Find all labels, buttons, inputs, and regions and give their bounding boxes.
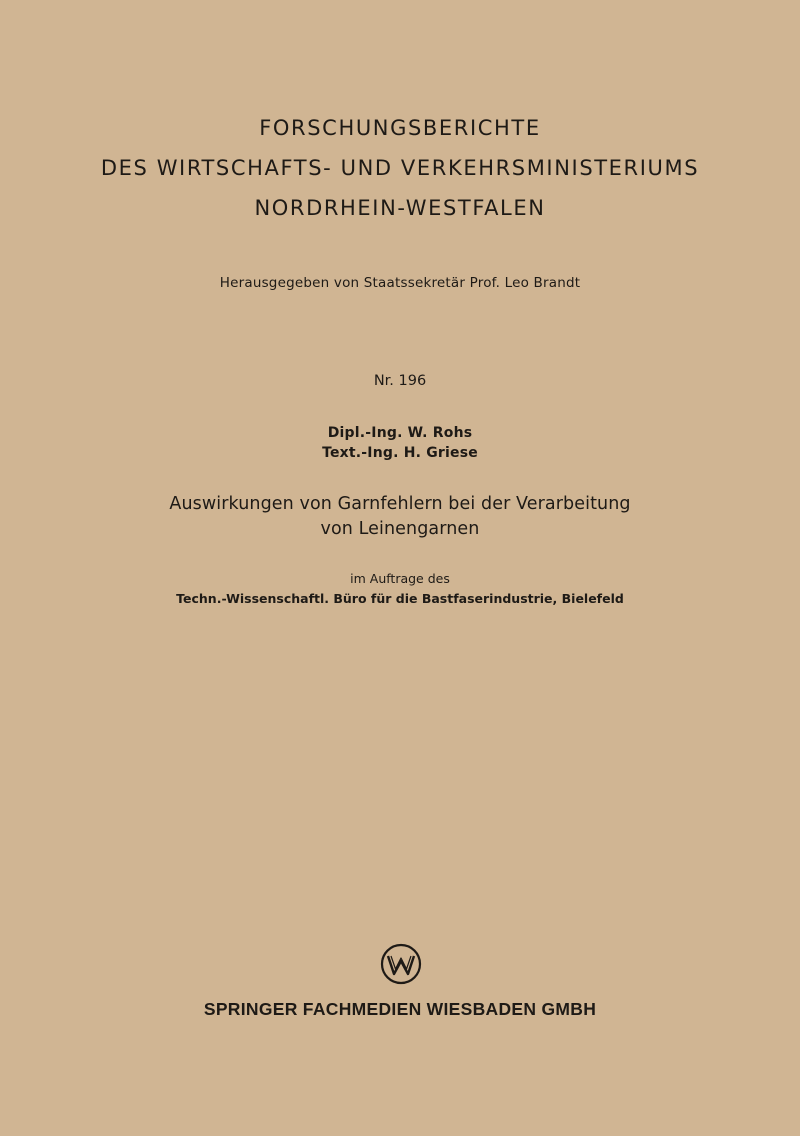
publisher-name: SPRINGER FACHMEDIEN WIESBADEN GMBH	[203, 999, 597, 1019]
series-title-line-1: FORSCHUNGSBERICHTE	[259, 116, 541, 140]
report-title-line-1: Auswirkungen von Garnfehlern bei der Verarbeitung	[169, 494, 631, 514]
series-title-line-3: NORDRHEIN-WESTFALEN	[254, 196, 546, 220]
commission-line-1: im Auftrage des	[350, 571, 450, 586]
editor-line: Herausgegeben von Staatssekretär Prof. Leo Brandt	[219, 275, 581, 291]
report-title-line-2: von Leinengarnen	[320, 519, 480, 539]
author-2: Text.-Ing. H. Griese	[322, 445, 478, 461]
publisher-w-logo-icon	[380, 943, 422, 985]
author-1: Dipl.-Ing. W. Rohs	[327, 425, 473, 441]
commission-line-2: Techn.-Wissenschaftl. Büro für die Bastfaserindustrie, Bielefeld	[176, 591, 624, 606]
series-title-line-2: DES WIRTSCHAFTS- UND VERKEHRSMINISTERIUMS	[100, 156, 700, 180]
report-number: Nr. 196	[373, 373, 427, 389]
